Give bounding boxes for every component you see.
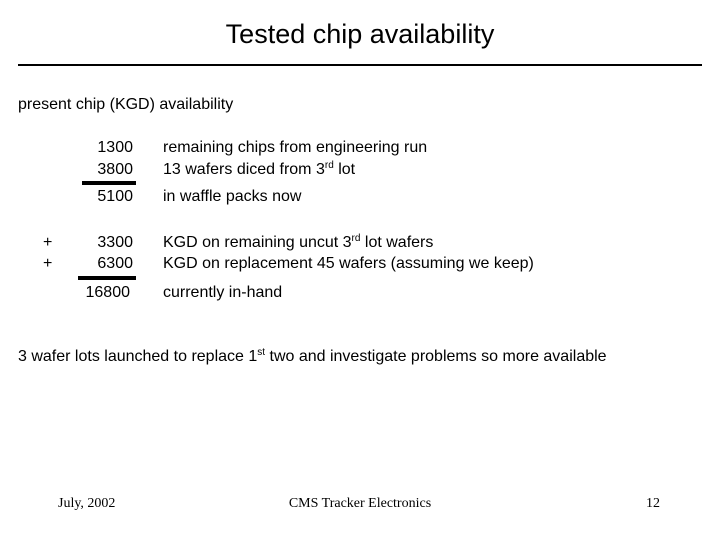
desc-in-hand: currently in-hand [163,284,283,301]
desc-waffle-packs: in waffle packs now [163,188,302,205]
desc-uncut-wafers-text: KGD on remaining uncut 3 [163,234,352,251]
plus-sign: + [43,234,53,251]
ordinal-suffix: rd [351,233,361,244]
section-subtitle: present chip (KGD) availability [18,96,234,113]
desc-replacement-wafers: KGD on replacement 45 wafers (assuming we keep) [163,255,534,272]
total-waffle-packs: 5100 [97,188,133,205]
sum-line [78,276,136,280]
ordinal-suffix: rd [324,160,334,171]
count-diced-wafers: 3800 [97,161,133,178]
sum-line [82,181,136,185]
plus-sign: + [43,255,53,272]
count-uncut-wafers: 3300 [97,234,133,251]
count-replacement-wafers: 6300 [97,255,133,272]
footer-title: CMS Tracker Electronics [288,496,432,511]
slide-title: Tested chip availability [225,19,495,49]
page-number: 12 [646,496,660,511]
desc-diced-wafers-text: 13 wafers diced from 3 [163,161,325,178]
desc-uncut-wafers-tail: lot wafers [360,234,434,251]
wafer-lots-note-tail: two and investigate problems so more available [265,348,607,365]
total-in-hand: 16800 [85,284,130,301]
desc-engineering-run: remaining chips from engineering run [163,139,428,156]
wafer-lots-note-text: 3 wafer lots launched to replace 1 [18,348,258,365]
ordinal-suffix: st [257,347,266,358]
desc-diced-wafers-tail: lot [333,161,356,178]
wafer-lots-note [18,347,607,367]
title-divider [18,64,702,66]
desc-uncut-wafers [163,233,433,253]
footer-date: July, 2002 [58,496,116,511]
count-engineering-run: 1300 [97,139,133,156]
desc-diced-wafers [163,160,355,180]
